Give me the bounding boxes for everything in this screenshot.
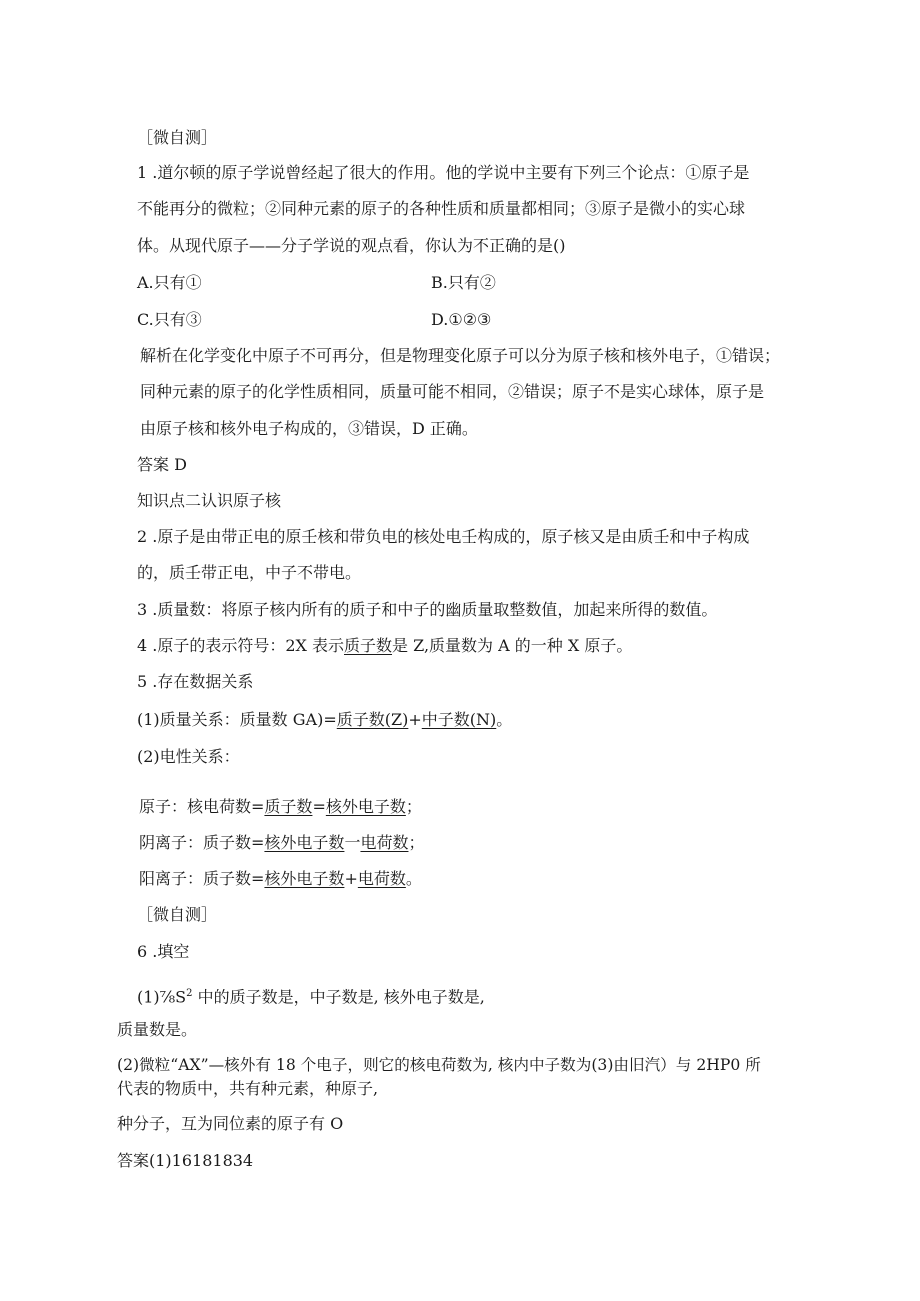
cation-relation-mid: +: [344, 869, 358, 888]
option-c: C.只有③: [137, 310, 202, 329]
mass-relation-post: 。: [496, 710, 513, 729]
item-4-underlined: 质子数: [344, 636, 393, 655]
question-1-line-1: 1 .道尔顿的原子学说曾经起了很大的作用。他的学说中主要有下列三个论点：①原子是: [137, 163, 750, 182]
cation-relation-u2: 电荷数: [357, 869, 406, 888]
atom-relation-mid: =: [312, 797, 326, 816]
question-6-part-2-line-2: 代表的物质中，共有种元素，种原子,: [117, 1079, 379, 1098]
anion-relation-post: ；: [408, 833, 425, 852]
anion-relation-u1: 核外电子数: [264, 833, 345, 852]
q6-part1-pre: (1)⅞S: [137, 987, 187, 1007]
section-header: ［微自测］: [137, 905, 218, 924]
item-4-pre: 4 .原子的表示符号：2X 表示: [137, 636, 345, 655]
mass-relation-neutron: 中子数(N): [421, 710, 497, 729]
option-a: A.只有①: [137, 273, 202, 292]
anion-relation: [139, 832, 424, 854]
option-d: D.①②③: [431, 310, 492, 329]
anion-relation-mid: 一: [344, 833, 361, 852]
cation-relation-u1: 核外电子数: [264, 869, 345, 888]
atom-relation-u1: 质子数: [264, 797, 313, 816]
question-6-part-1: [137, 983, 485, 1008]
item-4-post: 是 Z,质量数为 A 的一种 X 原子。: [392, 636, 633, 655]
cation-relation-post: 。: [405, 869, 422, 888]
mass-relation-pre: (1)质量关系：质量数 GA)=: [137, 710, 337, 729]
section-header: ［微自测］: [137, 128, 218, 147]
knowledge-point-heading: 知识点二认识原子核: [137, 491, 282, 510]
cation-relation-pre: 阳离子：质子数=: [139, 869, 265, 888]
answer-1: 答案 D: [137, 455, 187, 474]
question-6-title: 6 .填空: [137, 942, 190, 961]
item-2-line-1: 2 .原子是由带正电的原壬核和带负电的核处电壬构成的，原子核又是由质壬和中子构成: [137, 527, 750, 546]
item-4: [137, 635, 632, 657]
item-2-line-2: 的，质壬带正电，中子不带电。: [137, 563, 362, 582]
question-1-line-2: 不能再分的微粒；②同种元素的原子的各种性质和质量都相同；③原子是微小的实心球: [137, 199, 746, 218]
analysis-line-2: 同种元素的原子的化学性质相同，质量可能不相同，②错误；原子不是实心球体，原子是: [140, 382, 765, 401]
electric-relation: (2)电性关系：: [137, 747, 240, 766]
atom-relation-pre: 原子：核电荷数=: [139, 797, 265, 816]
answer-6: 答案(1)16181834: [117, 1151, 254, 1170]
cation-relation: [139, 868, 422, 890]
item-3: 3 .质量数：将原子核内所有的质子和中子的幽质量取整数值，加起来所得的数值。: [137, 600, 718, 619]
atom-relation: [139, 796, 422, 818]
question-6-part-1-line-2: 质量数是。: [117, 1020, 198, 1039]
atom-relation-u2: 核外电子数: [325, 797, 406, 816]
item-5: 5 .存在数据关系: [137, 672, 254, 691]
analysis-line-3: 由原子核和核外电子构成的，③错误，D 正确。: [140, 419, 478, 438]
question-6-part-2-line-3: 种分子，互为同位素的原子有 O: [117, 1114, 344, 1133]
question-1-line-3: 体。从现代原子——分子学说的观点看，你认为不正确的是(): [137, 236, 566, 255]
mass-relation-proton: 质子数(Z): [336, 710, 409, 729]
question-6-part-2-line-1: (2)微粒“AX”—核外有 18 个电子，则它的核电荷数为, 核内中子数为(3)由旧汽）与 2HP0 所: [117, 1056, 761, 1074]
anion-relation-u2: 电荷数: [360, 833, 409, 852]
q6-part1-superscript: 2: [186, 988, 193, 999]
option-b: B.只有②: [431, 273, 496, 292]
analysis-line-1: 解析在化学变化中原子不可再分，但是物理变化原子可以分为原子核和核外电子，①错误；: [140, 346, 781, 365]
atom-relation-post: ；: [405, 797, 422, 816]
mass-relation-mid: +: [408, 710, 422, 729]
mass-relation: [137, 709, 512, 731]
q6-part1-post: 中的质子数是，中子数是, 核外电子数是,: [192, 987, 485, 1007]
anion-relation-pre: 阴离子：质子数=: [139, 833, 265, 852]
